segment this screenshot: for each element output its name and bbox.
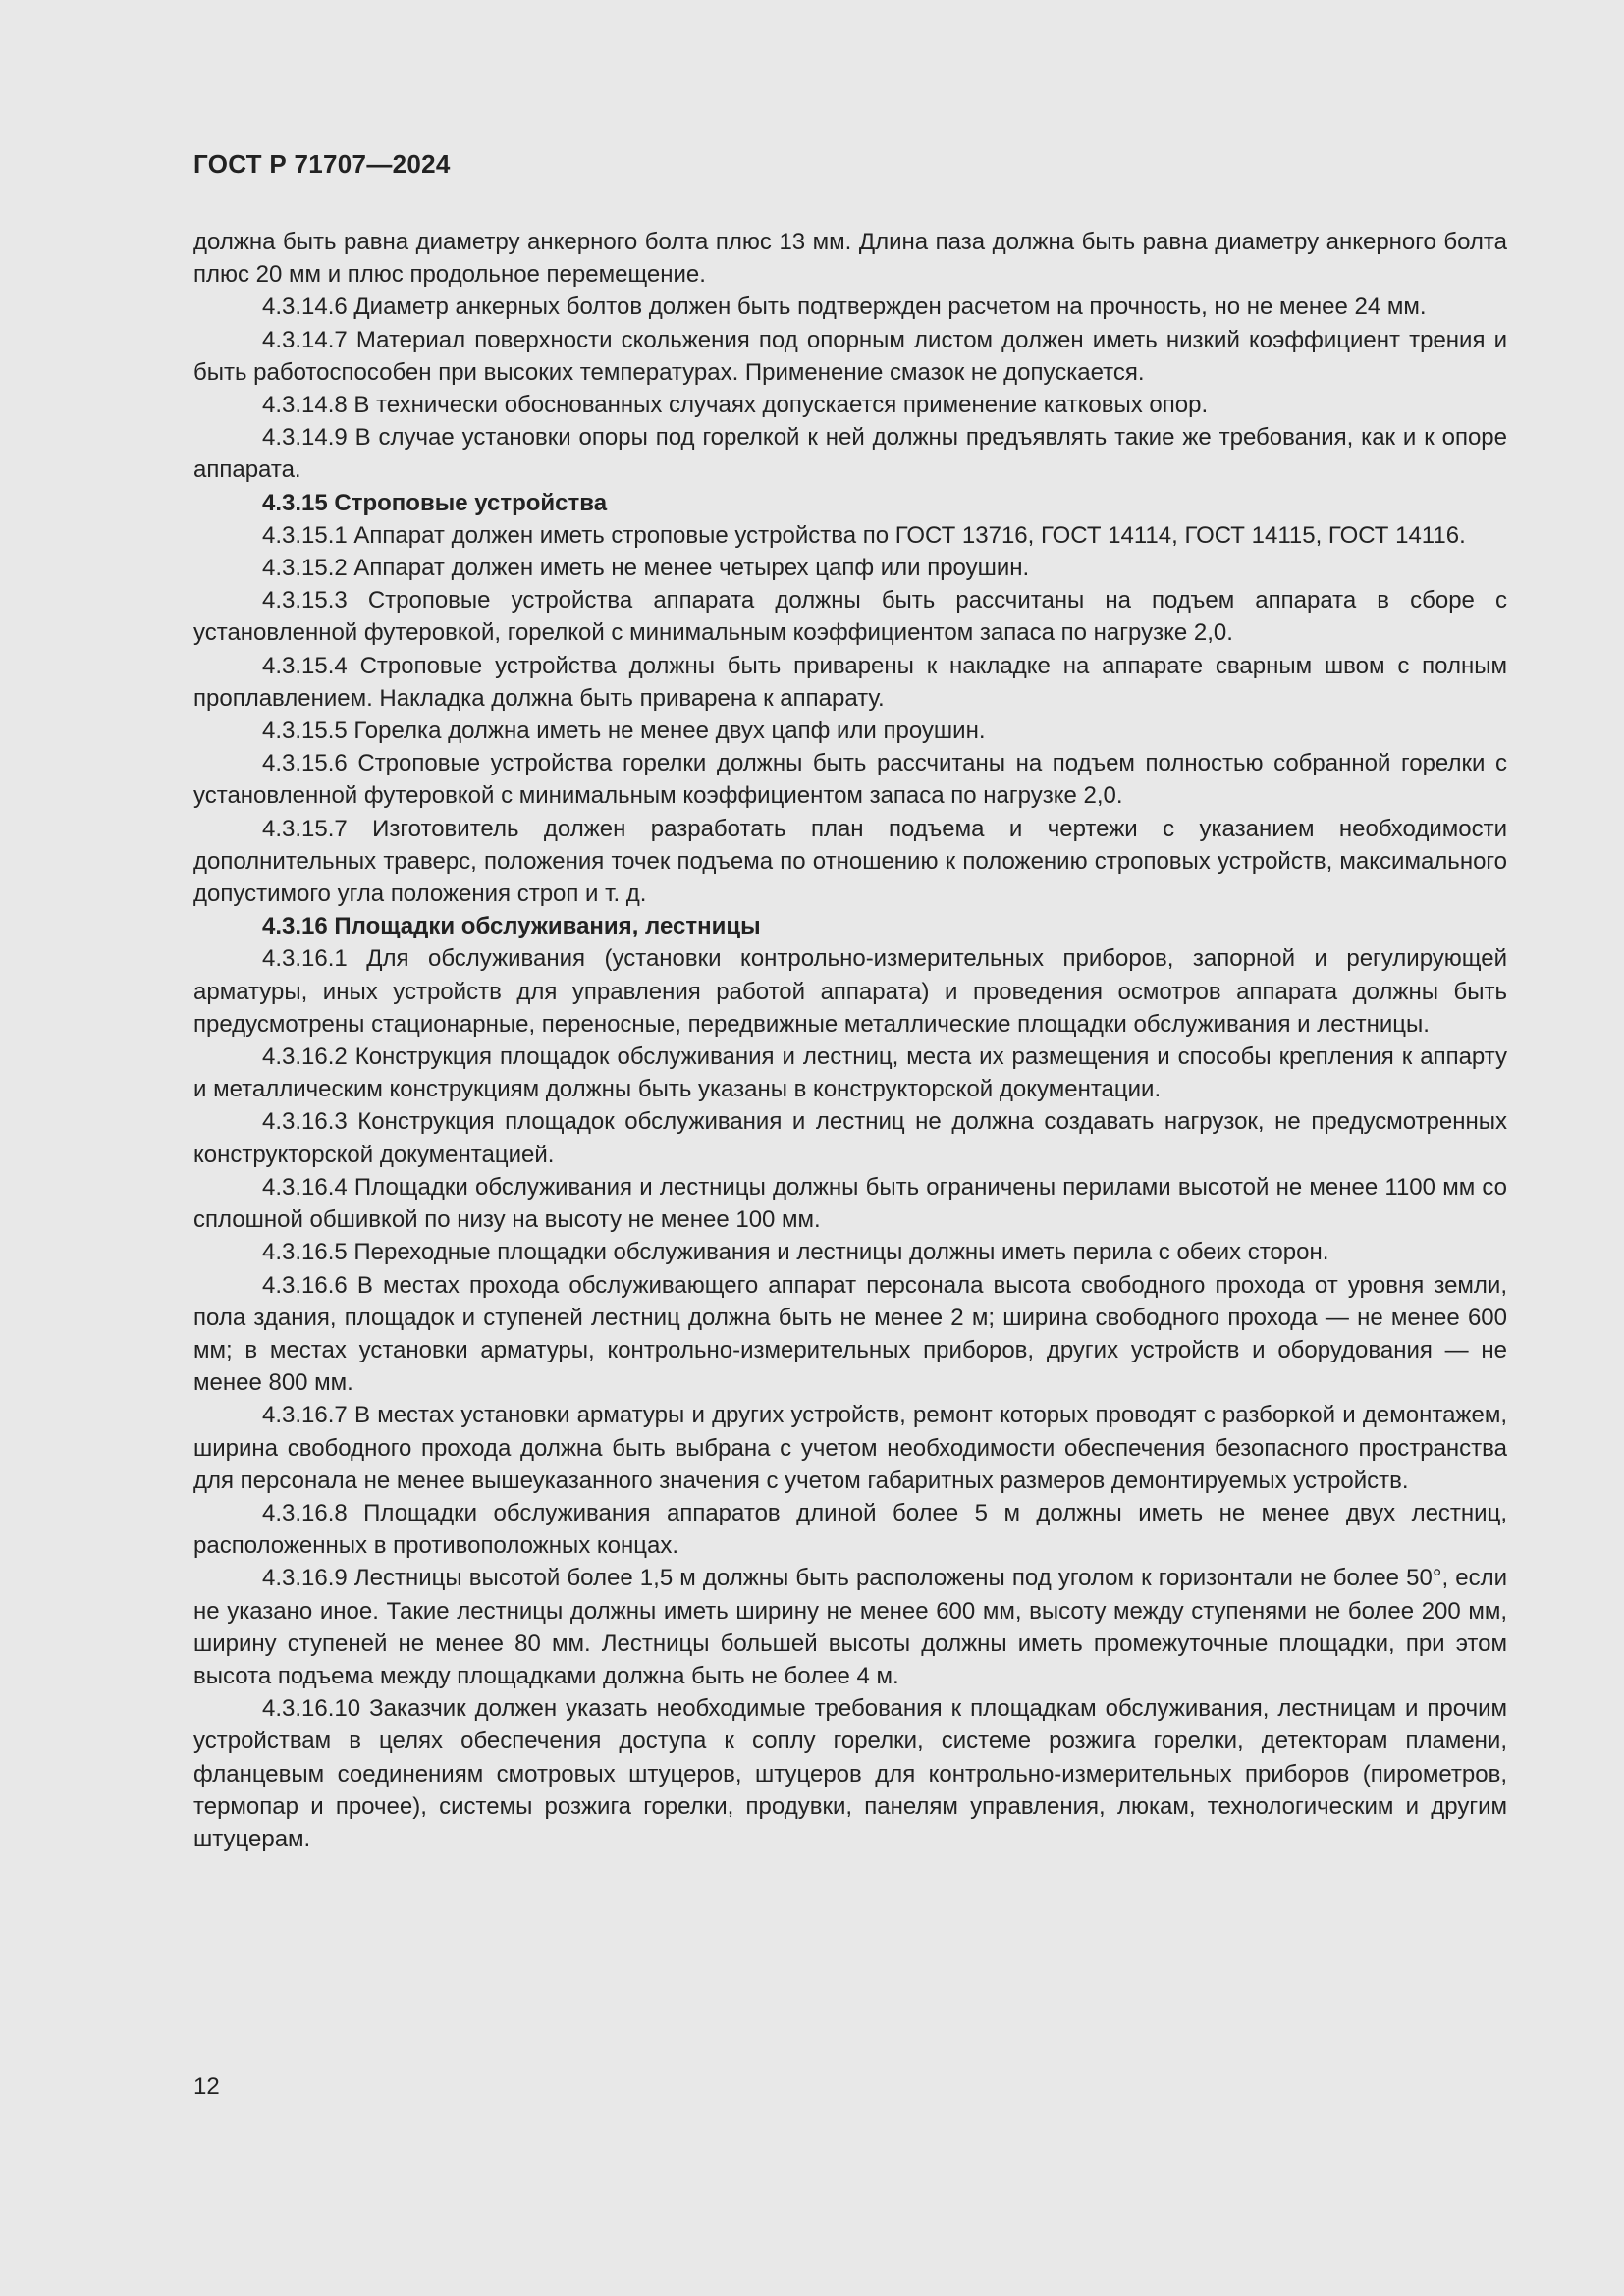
clause-4-3-16-2: 4.3.16.2 Конструкция площадок обслуживания и лестниц, места их размещения и способы крепления к аппарту и металлическим конструкциям должны быть указаны в конструкторской документации. (193, 1043, 1507, 1103)
clause-4-3-16-1: 4.3.16.1 Для обслуживания (установки контрольно-измерительных приборов, запорной и регулирующей арматуры, иных устройств для управления работой аппарата) и проведения осмотров аппарата должны быть предусмотрены стационарные, переносные, передвижные металлические площадки обслуживания и лестницы. (193, 945, 1507, 1038)
clause-4-3-14-6: 4.3.14.6 Диаметр анкерных болтов должен быть подтвержден расчетом на прочность, но не менее 24 мм. (262, 294, 1427, 321)
clause-4-3-16-10: 4.3.16.10 Заказчик должен указать необходимые требования к площадкам обслуживания, лестницам и прочим устройствам в целях обеспечения доступа к соплу горелки, системе розжига горелки, детекторам пламени, фланцевым соединениям смотровых штуцеров, штуцеров для контрольно-измерительных приборов (пирометров, термопар и прочее), системы розжига горелки, продувки, панелям управления, люкам, технологическим и другим штуцерам. (193, 1695, 1507, 1852)
clause-4-3-15-6: 4.3.15.6 Строповые устройства горелки должны быть рассчитаны на подъем полностью собранной горелки с установленной футеровкой с минимальным коэффициентом запаса по нагрузке 2,0. (193, 750, 1507, 810)
clause-4-3-16-7: 4.3.16.7 В местах установки арматуры и других устройств, ремонт которых проводят с разборкой и демонтажем, ширина свободного прохода должна быть выбрана с учетом необходимости обеспечения безопасного пространства для персонала не менее вышеуказанного значения с учетом габаритных размеров демонтируемых устройств. (193, 1402, 1507, 1494)
clause-4-3-14-7: 4.3.14.7 Материал поверхности скольжения под опорным листом должен иметь низкий коэффициент трения и быть работоспособен при высоких температурах. Применение смазок не допускается. (193, 326, 1507, 386)
clause-4-3-15-1: 4.3.15.1 Аппарат должен иметь строповые устройства по ГОСТ 13716, ГОСТ 14114, ГОСТ 14115, ГОСТ 14116. (262, 521, 1466, 549)
clause-4-3-15-3: 4.3.15.3 Строповые устройства аппарата должны быть рассчитаны на подъем аппарата в сборе с установленной футеровкой, горелкой с минимальным коэффициентом запаса по нагрузке 2,0. (193, 587, 1507, 647)
clause-4-3-16-8: 4.3.16.8 Площадки обслуживания аппаратов длиной более 5 м должны иметь не менее двух лестниц, расположенных в противоположных концах. (193, 1499, 1507, 1560)
section-heading-4-3-15: 4.3.15 Строповые устройства (262, 489, 608, 516)
clause-4-3-16-6: 4.3.16.6 В местах прохода обслуживающего аппарат персонала высота свободного прохода от уровня земли, пола здания, площадок и ступеней лестниц должна быть не менее 2 м; ширина свободного прохода — не менее 600 мм; в местах установки арматуры, контрольно-измерительных приборов, других устройств и оборудования — не менее 800 мм. (193, 1271, 1507, 1397)
clause-4-3-16-4: 4.3.16.4 Площадки обслуживания и лестницы должны быть ограничены перилами высотой не менее 1100 мм со сплошной обшивкой по низу на высоту не менее 100 мм. (193, 1173, 1507, 1234)
clause-4-3-16-3: 4.3.16.3 Конструкция площадок обслуживания и лестниц не должна создавать нагрузок, не предусмотренных конструкторской документацией. (193, 1108, 1507, 1168)
clause-4-3-15-5: 4.3.15.5 Горелка должна иметь не менее двух цапф или проушин. (262, 718, 986, 745)
clause-4-3-14-8: 4.3.14.8 В технически обоснованных случаях допускается применение катковых опор. (262, 392, 1209, 419)
document-body (193, 226, 1507, 1855)
clause-4-3-16-5: 4.3.16.5 Переходные площадки обслуживания и лестницы должны иметь перила с обеих сторон. (262, 1239, 1329, 1266)
clause-4-3-14-9: 4.3.14.9 В случае установки опоры под горелкой к ней должны предъявлять такие же требования, как и к опоре аппарата. (193, 424, 1507, 484)
clause-4-3-15-7: 4.3.15.7 Изготовитель должен разработать план подъема и чертежи с указанием необходимости дополнительных траверс, положения точек подъема по отношению к положению строповых устройств, максимального допустимого угла положения строп и т. д. (193, 815, 1507, 908)
clause-4-3-16-9: 4.3.16.9 Лестницы высотой более 1,5 м должны быть расположены под уголом к горизонтали не более 50°, если не указано иное. Такие лестницы должны иметь ширину не менее 600 мм, высоту между ступенями не более 200 мм, ширину ступеней не менее 80 мм. Лестницы большей высоты должны иметь промежуточные площадки, при этом высота подъема между площадками должна быть не более 4 м. (193, 1565, 1507, 1689)
paragraph-continuation: должна быть равна диаметру анкерного болта плюс 13 мм. Длина паза должна быть равна диаметру анкерного болта плюс 20 мм и плюс продольное перемещение. (193, 229, 1507, 289)
clause-4-3-15-4: 4.3.15.4 Строповые устройства должны быть приварены к накладке на аппарате сварным швом с полным проплавлением. Накладка должна быть приварена к аппарату. (193, 652, 1507, 712)
clause-4-3-15-2: 4.3.15.2 Аппарат должен иметь не менее четырех цапф или проушин. (262, 555, 1030, 582)
document-header: ГОСТ Р 71707—2024 (193, 149, 451, 179)
page-number: 12 (193, 2073, 220, 2100)
section-heading-4-3-16: 4.3.16 Площадки обслуживания, лестницы (262, 913, 761, 940)
